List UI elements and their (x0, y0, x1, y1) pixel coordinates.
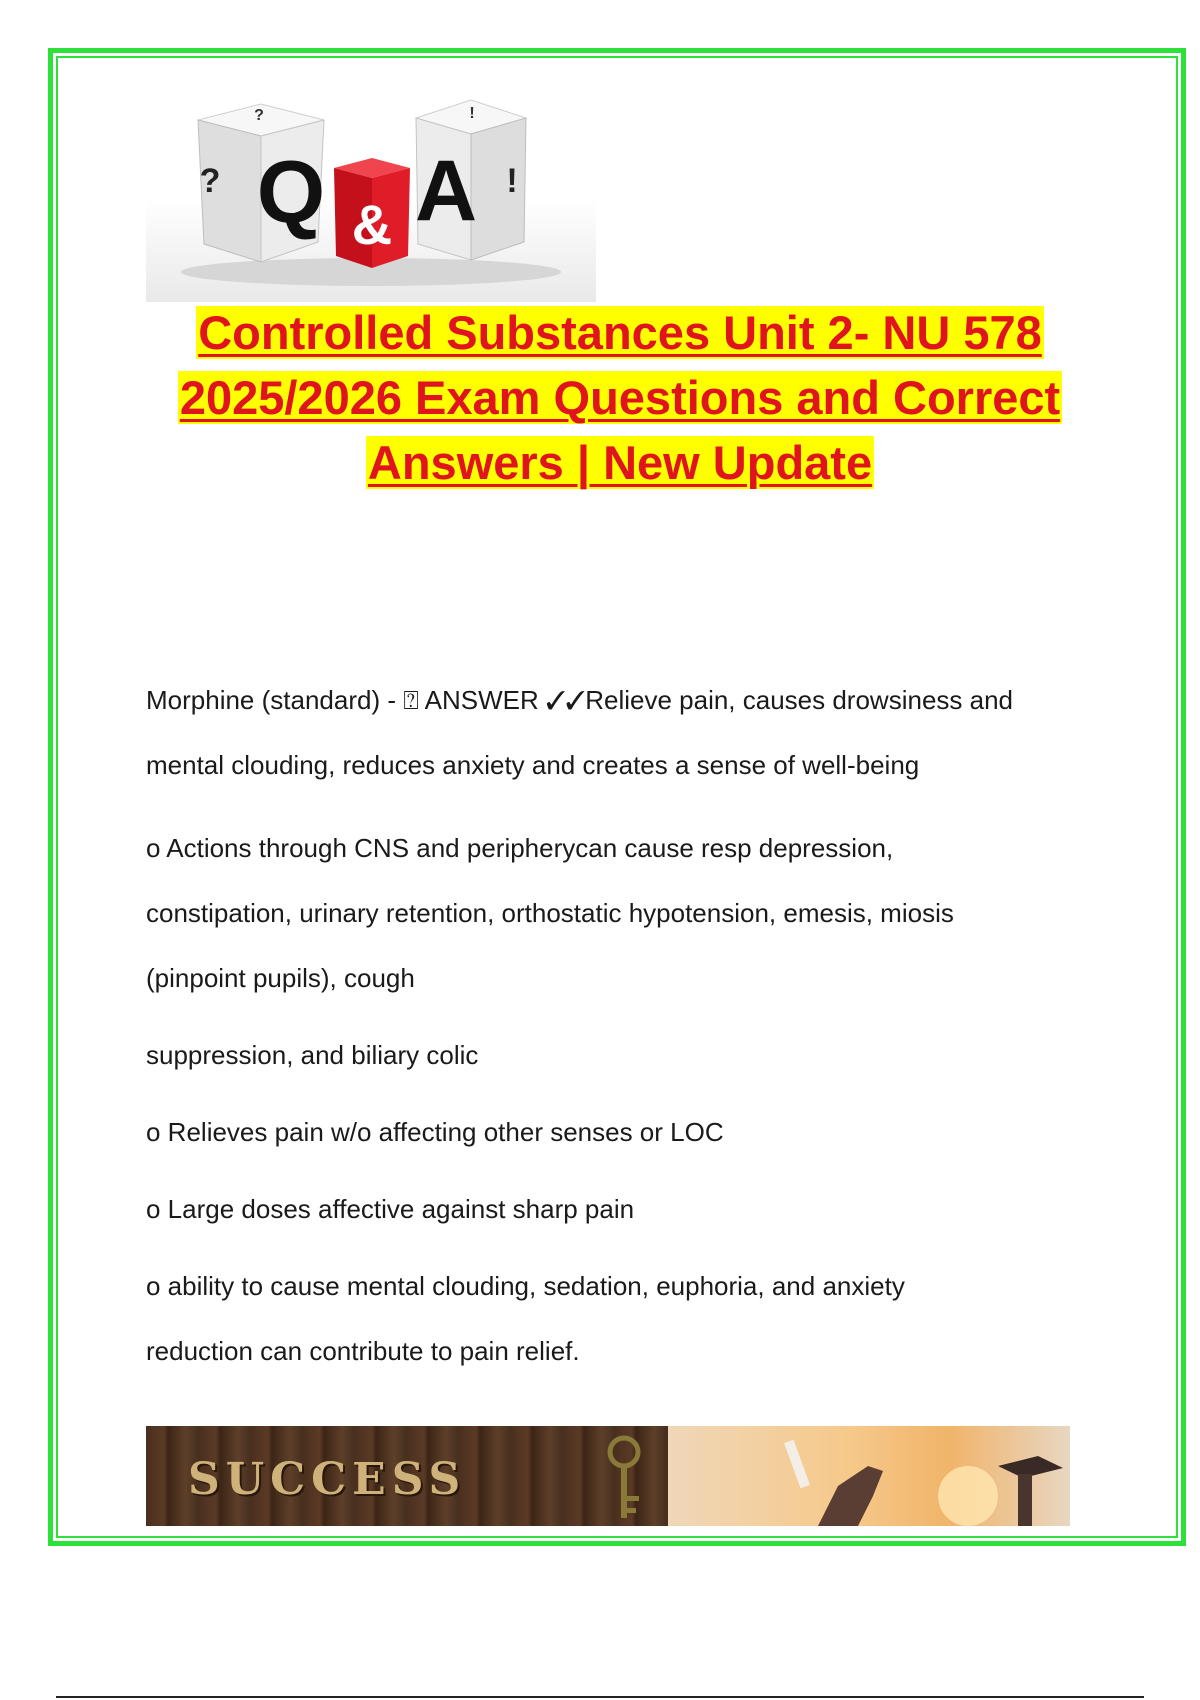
letter-a: A (414, 143, 478, 239)
document-title (100, 300, 1140, 495)
bullet-relieves-pain: o Relieves pain w/o affecting other senses or LOC (146, 1117, 724, 1147)
key-icon (594, 1426, 654, 1526)
bullet-mental-clouding-line-2: reduction can contribute to pain relief. (146, 1336, 580, 1366)
letter-ampersand: & (351, 193, 393, 256)
letter-q: Q (256, 142, 326, 241)
title-line-1: Controlled Substances Unit 2- NU 578 (198, 306, 1042, 359)
die-mark-top: ? (254, 107, 264, 124)
die-ampersand (334, 158, 410, 268)
die-a (415, 100, 526, 260)
success-banner-wood (146, 1426, 668, 1526)
question-answer-line-1: Morphine (standard) - ⍰ ANSWER ✓✓Relieve pain, causes drowsiness and (146, 685, 1014, 715)
title-line-3: Answers | New Update (367, 436, 873, 489)
title-line-2: 2025/2026 Exam Questions and Correct (179, 371, 1061, 424)
die-mark-top-a: ! (469, 105, 475, 122)
graduate-silhouette-icon (668, 1426, 1070, 1526)
qa-dice-illustration (146, 72, 596, 302)
success-banner (146, 1426, 1070, 1526)
die-q (198, 104, 325, 262)
die-mark-side: ? (199, 162, 221, 200)
footer-divider (56, 1696, 1144, 1698)
bullet-large-doses: o Large doses affective against sharp pain (146, 1194, 635, 1224)
bullet-actions-line-2: constipation, urinary retention, orthostatic hypotension, emesis, miosis (146, 898, 954, 928)
question-content (146, 668, 1106, 1384)
bullet-actions-line-1: o Actions through CNS and peripherycan cause resp depression, (146, 833, 894, 863)
qa-dice-logo (146, 72, 596, 302)
bullet-actions-line-4: suppression, and biliary colic (146, 1040, 479, 1070)
bullet-mental-clouding-line-1: o ability to cause mental clouding, sedation, euphoria, and anxiety (146, 1271, 905, 1301)
success-banner-graduate-photo (668, 1426, 1070, 1526)
die-mark-side-a: ! (506, 162, 518, 200)
question-answer-line-2: mental clouding, reduces anxiety and creates a sense of well-being (146, 750, 920, 780)
success-word: SUCCESS (188, 1454, 467, 1505)
bullet-actions-line-3: (pinpoint pupils), cough (146, 963, 415, 993)
